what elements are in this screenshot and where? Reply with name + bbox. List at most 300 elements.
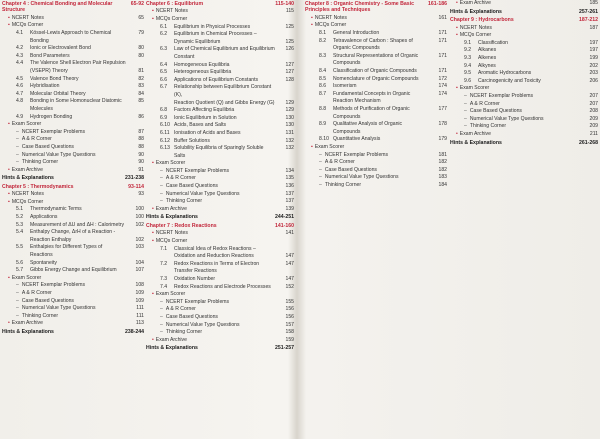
page-number: 181 [438,151,447,158]
entry-title: Ionisation of Acids and Bases [174,129,241,136]
toc-entry [146,69,294,77]
toc-entry [146,168,294,176]
toc-column-1 [2,0,144,439]
toc-entry [146,115,294,123]
entry-title: Qualitative Analysis of Organic Compounds [333,121,403,135]
section-number: 9.6 [464,77,472,84]
entry-title: ▪ NCERT Notes [456,25,580,33]
toc-entry [2,15,144,23]
entry-title: Equilibrium in Chemical Processes – [174,31,257,38]
page-number: 203 [589,70,598,77]
toc-entry [146,284,294,292]
chapter-page-range: 115-140 [275,1,294,7]
hints-explanations [146,345,294,353]
entry-title: Applications [30,214,58,221]
chapter-title: Chapter 9 : Hydrocarbons [450,17,514,24]
chapter-page-range: 65-92 [130,1,144,7]
entry-title: Classical Idea of Redox Reactions – [174,245,256,252]
page-number: 128 [285,76,294,83]
page-number: 211 [589,130,598,137]
page-number: 65 [138,14,144,21]
page-number: 177 [438,105,447,112]
toc-entry [146,46,294,61]
toc-entry [305,76,447,84]
toc-entry [2,22,144,30]
entry-title: Hydrogen Bonding [30,113,73,120]
entry-title: • Exam Archive [152,206,276,214]
page-number: 109 [135,297,144,304]
page-number: 127 [285,61,294,68]
section-number: 9.4 [464,62,472,69]
entry-title: – Numerical Value Type Questions [160,322,276,330]
section-number: 8.6 [319,83,327,90]
chapter-title: Chapter 5 : Thermodynamics [2,183,74,190]
entry-title: Redox Reactions in Terms of Electron Transfer Reactions [174,260,260,275]
entry-title: Isomerism [333,83,357,90]
toc-entry [146,138,294,146]
entry-title: – A & R Corner [160,175,276,183]
page-number: 131 [285,129,294,136]
section-number: 6.5 [160,69,168,76]
section-number: 9.2 [464,47,472,54]
page-number: 171 [438,52,447,59]
toc-entry [305,91,447,106]
page-number: 178 [438,121,447,128]
entry-title: Oxidation Number [174,276,216,282]
page-number: 137 [285,190,294,197]
page-number: 182 [438,166,447,173]
page-number: 129 [285,99,294,106]
page-number: 136 [285,183,294,190]
page-number: 102 [135,221,144,228]
page-number: 91 [138,166,144,173]
page-number: 111 [136,312,144,319]
page-number: 90 [138,151,144,158]
entry-title: – Thinking Corner [319,182,429,190]
page-number: 199 [589,54,598,61]
entry-title: – Case Based Questions [160,314,276,322]
toc-entry [2,83,144,91]
entry-title: – NCERT Exemplar Problems [160,168,276,176]
page-number: 183 [438,174,447,181]
section-number: 6.4 [160,61,168,68]
chapter-title: Chapter 7 : Redox Reactions [146,223,217,230]
toc-entry [450,116,598,124]
hints-page-range: 231-238 [124,175,144,182]
toc-entry [2,267,144,275]
page-number: 100 [135,206,144,213]
entry-title: Law of Chemical Equilibrium and Equilibrium Constant [174,46,275,60]
entry-title: Enthalpies for Different Types of Reactions [30,244,103,259]
page-number: 174 [438,90,447,97]
entry-title: – A & R Corner [16,290,126,298]
section-number: 5.4 [16,229,24,236]
toc-entry [2,313,144,321]
toc-entry [146,337,294,345]
entry-title: Tetravalence of Carbon : Shapes of Organic Compounds [333,37,413,52]
entry-title: Kössel-Lewis Approach to Chemical Bonding [30,30,112,44]
hints-explanations [450,140,598,148]
toc-entry [146,314,294,322]
entry-title: Measurement of ΔU and ΔH : Calorimetry [30,221,124,228]
page-number: 107 [135,267,144,274]
toc-entry [305,144,447,152]
entry-title: – Numerical Value Type Questions [16,152,126,160]
page-number: 103 [135,244,144,251]
section-number: 8.10 [319,136,329,143]
toc-entry [146,160,294,168]
page-number: 179 [438,136,447,143]
toc-entry [2,199,144,207]
toc-entry [146,276,294,284]
entry-title: ▪ Exam Scorer [152,160,276,168]
section-number: 6.10 [160,122,170,129]
toc-entry [146,183,294,191]
toc-entry [450,63,598,71]
toc-entry [146,206,294,214]
page-number: 171 [438,30,447,36]
entry-title: ▪ MCQs Corner [456,32,580,40]
section-number: 4.1 [16,30,24,36]
hints-label: Hints & Explanations [450,139,502,146]
section-number: 7.3 [160,276,168,282]
toc-entry [450,70,598,78]
entry-title: Enthalpy Change, ΔrH of a Reaction - [30,229,116,236]
section-number: 5.1 [16,206,24,213]
page-number: 113 [135,320,144,327]
toc-entry [2,298,144,306]
toc-entry [305,53,447,68]
toc-entry [146,329,294,337]
entry-title: Classification of Organic Compounds [333,67,417,74]
section-number: 7.1 [160,245,168,252]
toc-entry [305,152,447,160]
toc-entry [305,83,447,91]
toc-entry [2,290,144,298]
page-number: 207 [589,100,598,107]
page-number: 87 [138,128,144,135]
entry-title: – Numerical Value Type Questions [319,174,429,182]
entry-title: – Case Based Questions [16,298,126,306]
page-number: 147 [285,253,294,260]
page-number: 100 [135,214,144,221]
page-number: 126 [285,46,294,53]
section-number: 5.5 [16,244,24,251]
section-number: 6.3 [160,46,168,53]
page-number: 109 [135,290,144,296]
entry-title: Valence Bond Theory [30,75,79,82]
entry-title: ▪ NCERT Notes [8,15,126,23]
section-number: 6.13 [160,145,170,152]
section-number: 7.4 [160,283,168,290]
entry-title: ▪ MCQs Corner [8,22,126,30]
entry-title: Structural Representations of Organic Compounds [333,52,419,67]
section-number: 8.7 [319,90,327,97]
section-number: 8.3 [319,52,327,59]
section-number: 9.3 [464,54,472,61]
toc-entry [2,229,144,237]
entry-title: Ionic or Electrovalent Bond [30,45,91,52]
section-number: 6.11 [160,129,170,136]
chapter-heading [450,17,598,23]
toc-entry [2,159,144,167]
chapter-heading [305,1,447,14]
entry-title: Carcinogenicity and Toxicity [478,77,541,84]
entry-title: Gibbs Energy Change and Equilibrium [30,267,117,274]
toc-entry [146,107,294,115]
hints-label: Hints & Explanations [2,175,54,182]
page-number: 174 [438,83,447,90]
toc-entry [146,238,294,246]
entry-title: – NCERT Exemplar Problems [16,282,126,290]
toc-entry [2,305,144,313]
page-number: 88 [138,143,144,150]
entry-title: Thermodynamic Terms [30,206,82,213]
entry-title: Bonding in Some Homonuclear Diatomic Molecules [30,98,122,112]
toc-entry [450,55,598,63]
hints-label: Hints & Explanations [146,214,198,221]
page-number: 187 [589,24,598,31]
toc-entry [2,129,144,137]
page-number: 141 [285,230,294,237]
hints-explanations [2,175,144,183]
toc-entry [2,191,144,199]
toc-entry [2,136,144,144]
entry-title: – A & R Corner [16,136,126,144]
toc-entry [450,40,598,48]
toc-entry [146,175,294,183]
page-number: 130 [285,114,294,121]
entry-title: – NCERT Exemplar Problems [16,129,126,137]
entry-title: ▪ MCQs Corner [311,22,429,30]
toc-entry [2,214,144,222]
entry-title: ▪ NCERT Notes [311,15,429,23]
page-number: 132 [285,145,294,152]
page-number: 84 [138,90,144,97]
toc-entry [2,237,144,245]
section-number: 5.3 [16,221,24,228]
hints-explanations [2,329,144,337]
toc-entry [146,191,294,199]
toc-entry [2,167,144,175]
page-number: 102 [135,236,144,243]
entry-title: Bond Parameters [30,52,70,59]
toc-entry [305,15,447,23]
section-number: 6.7 [160,84,168,91]
toc-entry [450,78,598,86]
toc-entry [146,261,294,276]
entry-title: Reaction Enthalpy [30,236,72,243]
toc-entry [146,39,294,47]
page-number: 83 [138,83,144,90]
section-number: 6.12 [160,137,170,144]
section-number: 6.1 [160,23,168,30]
entry-title: ▪ Exam Scorer [8,121,126,129]
toc-entry [305,136,447,144]
entry-title: Fundamental Concepts in Organic Reaction Mechanism [333,90,411,105]
toc-entry [305,167,447,175]
page-number: 172 [438,75,447,82]
toc-entry [450,32,598,40]
entry-title: – NCERT Exemplar Problems [160,299,276,307]
toc-entry [305,68,447,76]
hints-explanations [450,9,598,17]
toc-entry [2,53,144,61]
toc-entry [146,230,294,238]
entry-title: Redox Reactions and Electrode Processes [174,283,271,290]
page-number: 127 [285,69,294,76]
entry-title: ▪ NCERT Notes [8,191,126,199]
page-number: 93 [138,191,144,198]
toc-entry [450,25,598,33]
page-number: 90 [138,159,144,166]
page-number: 81 [138,67,144,74]
page-number: 159 [285,336,294,343]
page-number: 147 [285,276,294,282]
hints-label: Hints & Explanations [146,345,198,352]
toc-entry [146,84,294,99]
toc-entry [146,62,294,70]
page-number: 206 [589,77,598,84]
toc-entry [450,131,598,139]
toc-entry [2,98,144,113]
entry-title: Reaction Quotient (Q) and Gibbs Energy (G) [174,99,275,106]
toc-entry [146,77,294,85]
page-number: 86 [138,113,144,120]
page-number: 156 [285,313,294,320]
page-number: 197 [589,47,598,54]
entry-title: Relationship between Equilibrium Constant (K), [174,84,272,98]
entry-title: – Case Based Questions [319,167,429,175]
entry-title: Solubility Equilibria of Sparingly Soluble Salts [174,145,264,159]
section-number: 8.9 [319,121,327,128]
page-number: 132 [285,137,294,144]
toc-column-3 [305,0,447,439]
page-number: 202 [589,62,598,69]
page-number: 130 [285,122,294,129]
entry-title: – Numerical Value Type Questions [160,191,276,199]
entry-title: • Exam Archive [456,131,580,139]
entry-title: Aromatic Hydrocarbons [478,70,532,77]
page-number: 158 [285,329,294,336]
page-number: 135 [285,175,294,182]
toc-entry [305,121,447,136]
toc-entry [2,320,144,328]
toc-entry [305,106,447,121]
entry-title: Ionic Equilibrium in Solution [174,114,237,121]
toc-entry [305,38,447,53]
section-number: 4.3 [16,52,24,59]
chapter-page-range: 141-160 [274,223,294,230]
toc-entry [305,159,447,167]
section-number: 6.9 [160,114,168,121]
page-number: 108 [135,282,144,289]
toc-entry [146,31,294,39]
page-number: 182 [438,159,447,166]
entry-title: Alkynes [478,62,496,69]
toc-entry [450,47,598,55]
toc-entry [146,100,294,108]
entry-title: ▪ NCERT Notes [152,230,276,238]
hints-label: Hints & Explanations [2,328,54,335]
page-number: 125 [285,38,294,45]
toc-entry [146,198,294,206]
section-number: 5.6 [16,259,24,266]
entry-title: – Thinking Corner [464,123,580,131]
chapter-heading [146,1,294,7]
section-number: 4.9 [16,113,24,120]
section-number: 7.2 [160,260,168,267]
toc-entry [146,122,294,130]
section-number: 8.5 [319,75,327,82]
entry-title: – Thinking Corner [160,198,276,206]
section-number: 4.7 [16,90,24,97]
entry-title: – Case Based Questions [16,144,126,152]
toc-entry [2,152,144,160]
page-number: 134 [285,167,294,174]
page-number: 155 [285,298,294,305]
toc-entry [146,299,294,307]
entry-title: Equilibrium in Physical Processes [174,23,251,30]
toc-entry [146,291,294,299]
page-number: 82 [138,75,144,82]
toc-entry [450,0,598,8]
section-number: 4.2 [16,45,24,52]
entry-title: ▪ MCQs Corner [8,199,126,207]
toc-entry [146,16,294,24]
page-number: 129 [285,107,294,114]
toc-entry [450,108,598,116]
entry-title: Methods of Purification of Organic Compounds [333,105,410,120]
entry-title: The Valence Shell Electron Pair Repulsion [30,60,126,67]
page-number: 209 [589,115,598,122]
entry-title: • Exam Archive [456,0,580,8]
toc-entry [2,91,144,99]
toc-entry [2,68,144,76]
chapter-heading [2,1,144,14]
page-number: 156 [285,306,294,313]
toc-entry [2,222,144,230]
toc-column-2 [146,0,294,439]
toc-entry [450,93,598,101]
page-number: 80 [138,52,144,59]
section-number: 8.8 [319,105,327,112]
section-number: 5.7 [16,267,24,274]
entry-title: General Introduction [333,30,380,36]
entry-title: – Numerical Value Type Questions [464,116,580,124]
toc-entry [146,24,294,32]
section-number: 8.1 [319,30,327,36]
page-number: 197 [589,39,598,46]
page-number: 125 [285,23,294,30]
page-number: 161 [438,14,447,21]
page-number: 104 [135,259,144,266]
toc-entry [305,174,447,182]
section-number: 4.6 [16,83,24,90]
chapter-title: Chapter 4 : Chemical Bonding and Molecular Structure [2,1,113,14]
entry-title: ▪ NCERT Notes [152,8,276,16]
toc-entry [146,253,294,261]
toc-entry [146,8,294,16]
hints-page-range: 244-251 [274,214,294,221]
toc-entry [450,85,598,93]
entry-title: – Thinking Corner [16,313,126,321]
toc-entry [305,182,447,190]
toc-entry [2,121,144,129]
chapter-heading [2,184,144,190]
entry-title: – NCERT Exemplar Problems [319,152,429,160]
section-number: 4.5 [16,75,24,82]
